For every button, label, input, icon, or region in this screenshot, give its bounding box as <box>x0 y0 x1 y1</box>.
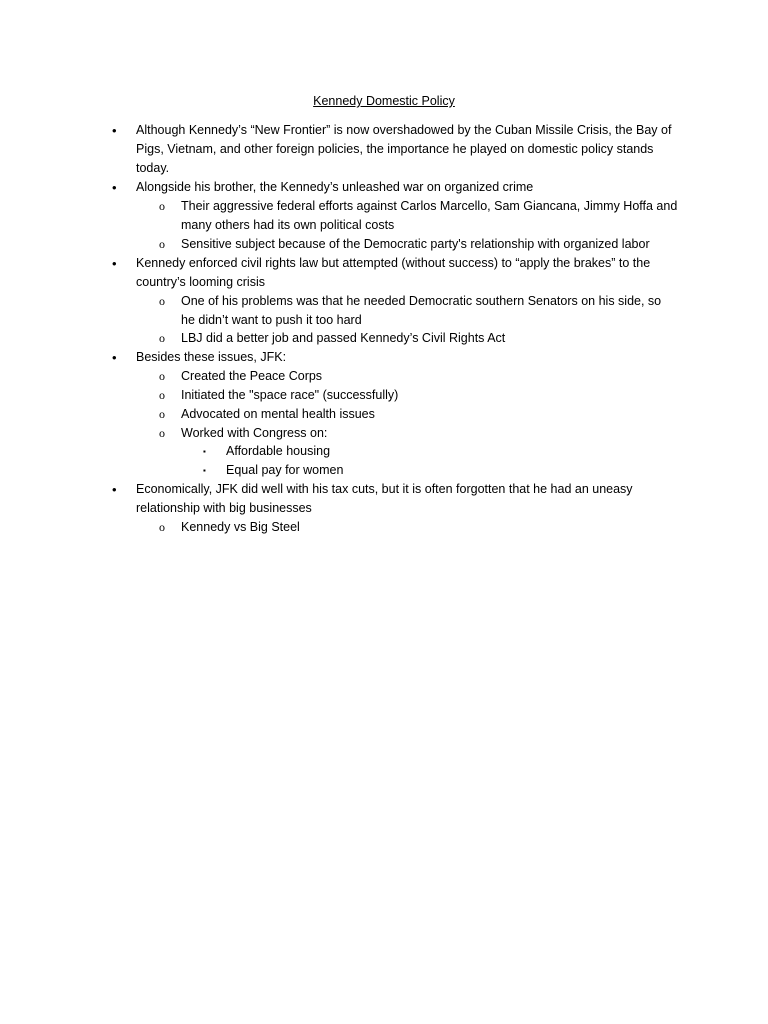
list-item-text: Alongside his brother, the Kennedy’s unleashed war on organized crime <box>136 180 534 194</box>
sub-item-text: Their aggressive federal efforts against Carlos Marcello, Sam Giancana, Jimmy Hoffa and <box>181 199 678 213</box>
subsub-item-text: Affordable housing <box>226 444 331 458</box>
subsub-bullet-marker: ▪ <box>203 466 206 475</box>
list-item-text: relationship with big businesses <box>136 501 312 515</box>
page-title: Kennedy Domestic Policy <box>313 94 455 108</box>
sub-item-text: Created the Peace Corps <box>181 369 323 383</box>
list-item-text: Besides these issues, JFK: <box>136 350 287 364</box>
list-item-text: Economically, JFK did well with his tax cuts, but it is often forgotten that he had an uneasy <box>136 482 633 496</box>
sub-bullet-marker: o <box>159 426 165 440</box>
list-item-text: country’s looming crisis <box>136 275 265 289</box>
sub-bullet-marker: o <box>159 294 165 308</box>
sub-item-text: Initiated the "space race" (successfully) <box>181 388 399 402</box>
sub-bullet-marker: o <box>159 331 165 345</box>
bullet-marker: • <box>112 482 117 497</box>
sub-bullet-marker: o <box>159 388 165 402</box>
sub-bullet-marker: o <box>159 237 165 251</box>
sub-bullet-marker: o <box>159 199 165 213</box>
bullet-marker: • <box>112 350 117 365</box>
sub-item-text: he didn’t want to push it too hard <box>181 313 362 327</box>
subsub-item-text: Equal pay for women <box>226 463 344 477</box>
list-item-text: Although Kennedy’s “New Frontier” is now overshadowed by the Cuban Missile Crisis, the Bay of <box>136 123 672 137</box>
sub-item-text: Kennedy vs Big Steel <box>181 520 300 534</box>
sub-item-text: Advocated on mental health issues <box>181 407 375 421</box>
sub-item-text: One of his problems was that he needed Democratic southern Senators on his side, so <box>181 294 662 308</box>
bullet-marker: • <box>112 180 117 195</box>
sub-bullet-marker: o <box>159 407 165 421</box>
sub-item-text: Sensitive subject because of the Democratic party's relationship with organized labor <box>181 237 650 251</box>
bullet-marker: • <box>112 123 117 138</box>
sub-bullet-marker: o <box>159 520 165 534</box>
sub-item-text: many others had its own political costs <box>181 218 395 232</box>
sub-bullet-marker: o <box>159 369 165 383</box>
list-item-text: Kennedy enforced civil rights law but attempted (without success) to “apply the brakes” to the <box>136 256 651 270</box>
list-item-text: today. <box>136 161 170 175</box>
list-item-text: Pigs, Vietnam, and other foreign policies, the importance he played on domestic policy stands <box>136 142 654 156</box>
subsub-bullet-marker: ▪ <box>203 447 206 456</box>
sub-item-text: LBJ did a better job and passed Kennedy’s Civil Rights Act <box>181 331 506 345</box>
bullet-marker: • <box>112 256 117 271</box>
sub-item-text: Worked with Congress on: <box>181 426 328 440</box>
